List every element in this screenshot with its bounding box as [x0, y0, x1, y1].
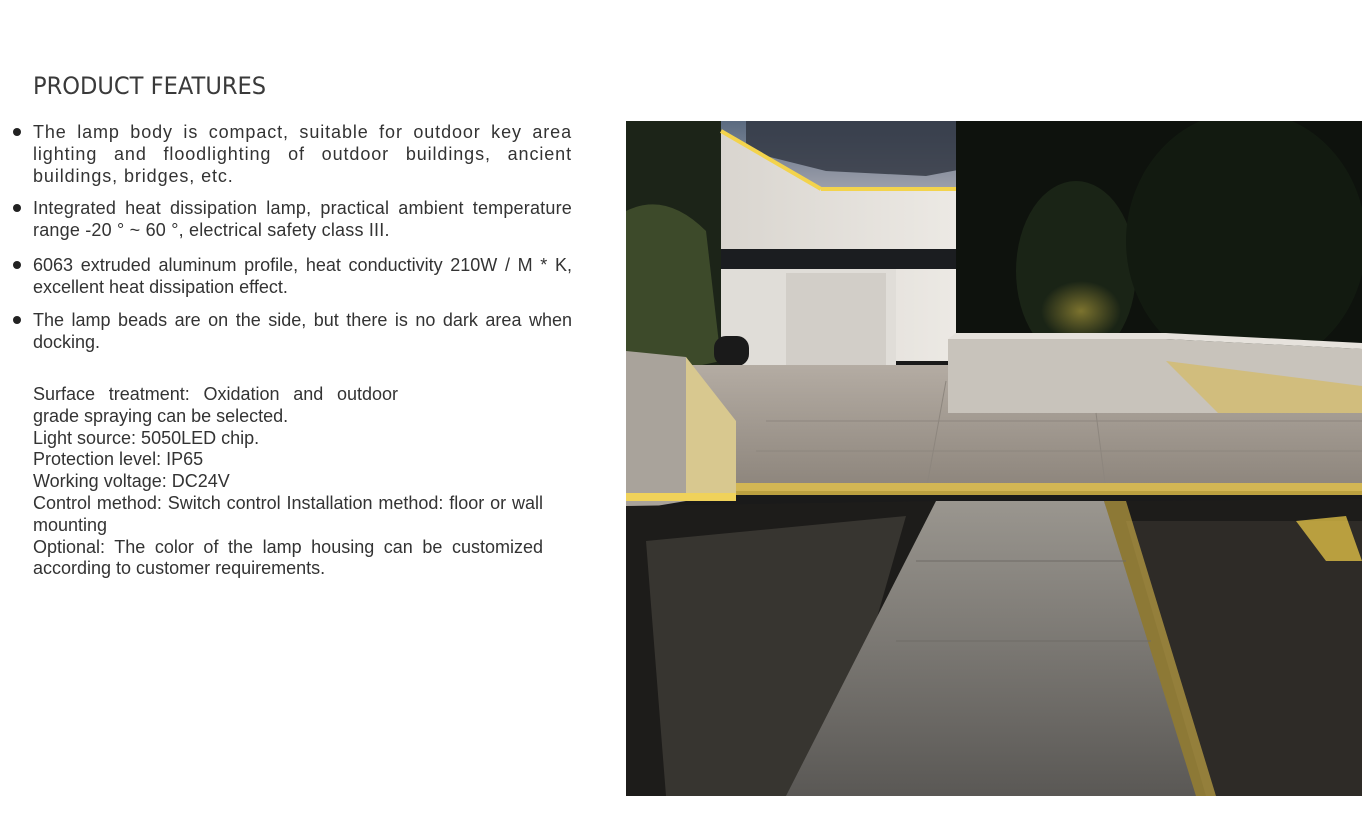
spec-surface-treatment: Surface treatment: Oxidation and outdoor grade spraying can be selected. — [33, 384, 398, 426]
bullet-icon — [13, 316, 21, 324]
feature-item — [12, 309, 572, 353]
spec-optional-color: Optional: The color of the lamp housing can be customized according to customer requirements. — [33, 536, 543, 579]
feature-item — [12, 121, 572, 187]
feature-text: Integrated heat dissipation lamp, practical ambient temperature range -20 ° ~ 60 °, electrical safety class III. — [33, 198, 572, 240]
feature-item — [12, 197, 572, 241]
product-application-photo — [626, 121, 1362, 796]
spec-list — [33, 384, 543, 580]
spec-control-installation: Control method: Switch control Installation method: floor or wall mounting — [33, 492, 543, 535]
spec-working-voltage: Working voltage: DC24V — [33, 471, 230, 492]
feature-text: 6063 extruded aluminum profile, heat conductivity 210W / M * K, excellent heat dissipation effect. — [33, 255, 572, 297]
bullet-icon — [13, 204, 21, 212]
spec-protection-level: Protection level: IP65 — [33, 449, 204, 470]
spec-light-source: Light source: 5050LED chip. — [33, 427, 260, 448]
bullet-icon — [13, 128, 21, 136]
garden-lighting-scene — [626, 121, 1362, 796]
feature-text: The lamp beads are on the side, but there is no dark area when docking. — [33, 310, 572, 352]
bullet-icon — [13, 261, 21, 269]
feature-item — [12, 254, 572, 298]
feature-list — [12, 121, 572, 353]
page-title: PRODUCT FEATURES — [33, 72, 267, 100]
feature-text: The lamp body is compact, suitable for outdoor key area lighting and floodlighting of outdoor buildings, ancient buildings, bridges, etc. — [33, 122, 572, 186]
